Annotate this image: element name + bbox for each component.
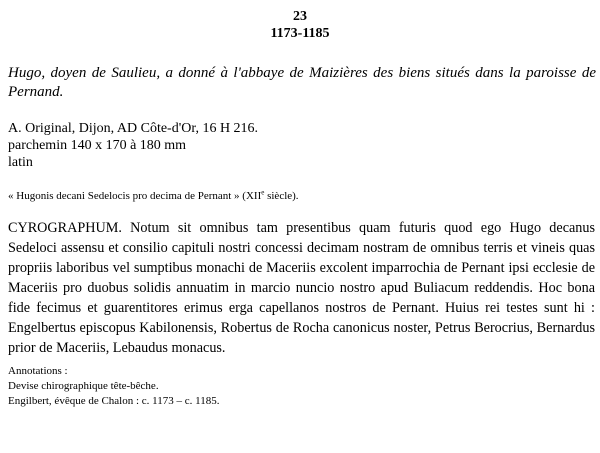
document-date: 1173-1185 xyxy=(270,26,330,41)
document-number: 23 xyxy=(293,9,307,24)
source-material: parchemin 140 x 170 à 180 mm xyxy=(8,138,187,153)
source-block xyxy=(8,120,596,171)
annotation-item: Devise chirographique tête-bêche. xyxy=(8,380,159,392)
annotation-item: Engilbert, évêque de Chalon : c. 1173 – c. 1185. xyxy=(8,395,220,407)
source-language: latin xyxy=(8,155,33,170)
document-summary: Hugo, doyen de Saulieu, a donné à l'abbaye de Maizières des biens situés dans la paroisse de Pernand. xyxy=(8,65,596,100)
annotations xyxy=(8,364,596,409)
endorsement-superscript: e xyxy=(261,188,265,197)
endorsement-suffix: siècle). xyxy=(264,190,299,202)
endorsement-text: « Hugonis decani Sedelocis pro decima de Pernant » (XII xyxy=(8,190,262,202)
source-original: A. Original, Dijon, AD Côte-d'Or, 16 H 216. xyxy=(8,121,259,136)
annotations-title: Annotations : xyxy=(8,365,68,377)
endorsement xyxy=(8,189,596,203)
charter-text: CYROGRAPHUM. Notum sit omnibus tam presentibus quam futuris quod ego Hugo decanus Sedeloci assensu et consilio capituli nostri concessi decimam nostram de omnibus terris et vineis quas propriis laboribus vel sumptibus monachi de Maceriis excolent imparrochia de Pernant ipsi ecclesie de Maceriis pro duobus solidis annuatim in marcio nuncio nostro apud Buliacum reddendis. Hoc bona fide fecimus et guarentitores erimus erga capellanos nostros de Pernant. Huius rei testes sunt hi : Engelbertus episcopus Kabilonensis, Robertus de Rocha canonicus noster, Petrus Berocrius, Bernardus prior de Maceriis, Lebaudus monacus. xyxy=(8,220,595,356)
